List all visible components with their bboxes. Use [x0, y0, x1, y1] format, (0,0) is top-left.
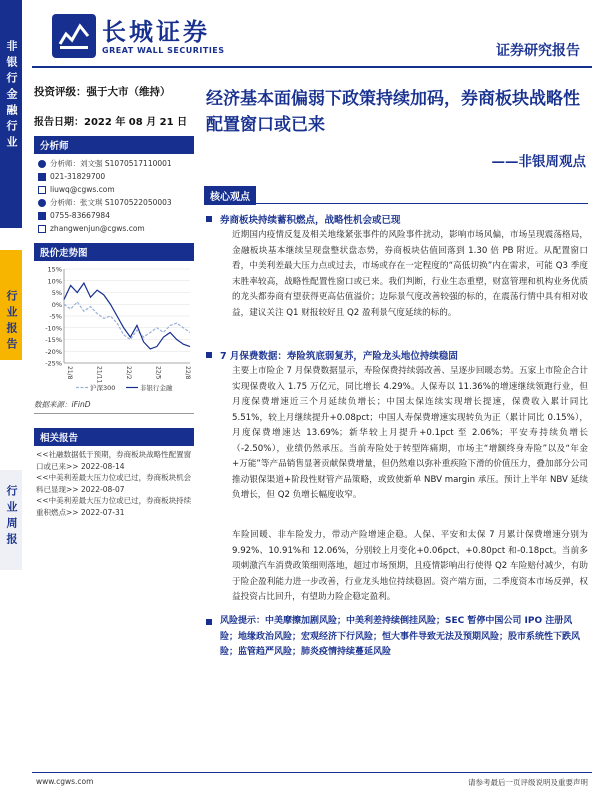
related-reports-list: [34, 446, 194, 521]
header-divider: [32, 66, 592, 68]
sidebar-weekly-label: 行业周报: [5, 485, 18, 549]
analyst-line: 0755-83667984: [34, 209, 194, 222]
y-tick-label: 15%: [47, 265, 62, 274]
x-tick-label: 21/8: [66, 366, 73, 380]
footer-disclaimer: 请参考最后一页评级说明及重要声明: [468, 778, 588, 787]
related-report-link[interactable]: <<中美利差最大压力位或已过，券商板块机会料已显现>> 2022-08-07: [36, 473, 192, 494]
left-sidebar: [0, 0, 22, 800]
phone-icon: [38, 212, 46, 220]
x-tick-label: 22/2: [125, 366, 132, 380]
analyst-line[interactable]: zhangwenjun@cgws.com: [34, 222, 194, 235]
related-report-link[interactable]: <<中美利差最大压力位或已过，券商板块持续重积燃点>> 2022-07-31: [36, 496, 192, 517]
related-reports-title: 相关报告: [34, 428, 194, 446]
report-date: 报告日期：2022 年 08 月 21 日: [34, 117, 188, 128]
bullet-square-icon: [206, 352, 212, 358]
logo-english: GREAT WALL SECURITIES: [102, 45, 225, 55]
report-subtitle: ——非银周观点: [491, 154, 586, 170]
analyst-line: 分析师：张文琪 S1070522050003: [34, 196, 194, 209]
y-tick-label: 0%: [51, 300, 62, 309]
person-icon: [38, 199, 46, 207]
y-tick-label: 10%: [47, 277, 62, 286]
email-icon: [38, 225, 46, 233]
core-divider: [204, 203, 588, 204]
report-type: 证券研究报告: [496, 43, 580, 59]
sidebar-industry: [0, 0, 22, 228]
email-icon: [38, 186, 46, 194]
sidebar-report: [0, 250, 22, 360]
footer-divider: [32, 772, 592, 773]
risk-warning: 风险提示：中美摩擦加剧风险；中美利差持续倒挂风险；SEC 暂停中国公司 IPO 注册风险；地缘政治风险；宏观经济下行风险；恒大事件导致无法及预期风险；股市系统性下跌风险；监管趋严风险；肺炎疫情持续蔓延风险: [206, 614, 588, 661]
section2-heading: 7 月保费数据：寿险筑底弱复苏，产险龙头地位持续稳固: [206, 348, 588, 362]
analyst-list: [34, 157, 194, 235]
stock-price-chart: [34, 263, 194, 395]
y-tick-label: -10%: [45, 324, 62, 333]
sidebar-industry-label: 非银行金融行业: [5, 40, 18, 152]
related-report-link[interactable]: <<社融数据低于预期，券商板块战略性配置窗口或已来>> 2022-08-14: [36, 450, 192, 471]
footer-website[interactable]: www.cgws.com: [36, 777, 94, 786]
investment-rating: 投资评级：强于大市（维持）: [34, 86, 171, 98]
x-tick-label: 22/8: [184, 366, 191, 380]
info-column: [34, 78, 194, 521]
y-tick-label: 5%: [51, 289, 62, 297]
analyst-line: 021-31829700: [34, 170, 194, 183]
x-tick-label: 22/5: [154, 366, 162, 380]
report-title: 经济基本面偏弱下政策持续加码，券商板块战略性配置窗口或已来: [206, 89, 580, 135]
logo-chinese: 长城证券: [102, 16, 210, 46]
section1-paragraph: 近期国内疫情反复及相关地缘紧张事件的风险事件扰动，影响市场风偏，市场呈现震荡格局，金融板块基本继续呈现盘整状盘态势，券商板块估值回落到 1.30 倍 PB 附近。从配置窗口看，中美利差最大压力点或过去，市场或存在一定程度的“高低切换”内在需求，可能 Q3 季度末胜率较高，战略性配置性窗口或已来。我们判断，行业生态重塑，财富管理和机构业务优质的龙头都券商有望获得更高估值溢价；边际景气度改善较强的标的，在震荡行情中具有相对收益，建议关注 Q1 财报较好且 Q2 盈利景气度延续的标的。: [232, 230, 588, 318]
sidebar-weekly: [0, 470, 22, 570]
chart-source: 数据来源：iFinD: [34, 399, 194, 414]
analyst-section-title: 分析师: [34, 136, 194, 154]
page-header: [32, 10, 592, 68]
bullet-square-icon: [206, 619, 212, 625]
y-tick-label: -25%: [45, 359, 62, 368]
company-logo: [52, 14, 225, 58]
section1-heading: 券商板块持续蓄积燃点，战略性机会或已现: [206, 212, 588, 226]
x-tick-label: 21/11: [95, 366, 103, 384]
analyst-line[interactable]: liuwq@cgws.com: [34, 183, 194, 196]
y-tick-label: -5%: [49, 312, 62, 321]
sidebar-report-label: 行业报告: [5, 290, 18, 354]
section2-paragraph-1: 主要上市险企 7 月保费数据显示，寿险保费持续弱改善、呈逐步回暖态势。五家上市险企合计实现保费收入 1.75 万亿元，同比增长 4.29%。人保寿以 11.36%的增速继续领跑行业，但月度保费增速近三个月延续负增长；中国太保连续实现增长提速，保费收入累计同比 5.51%，较上月继续提升+0.08pct；中国人寿保费增速实现转负为正（累计同比 0.15%），月度保费增速达 13.69%；新华较上月提升+0.1pct 至 2.06%；平安寿持续负增长（-2.50%），业绩仍然承压。当前寿险处于转型阵痛期，市场主“增额终身寿险”以及“年金+万能”等产品销售显著贡献保费增量，但仍然难以弥补重疾险下滑的价值压力，叠加部分公司推动银保渠道+阶段性财管产品策略，或致使新单 NBV margin 承压。预计上半年 NBV 延续负增长，但 Q2 负增长幅度收窄。: [232, 366, 588, 500]
chart-section-title: 股价走势图: [34, 243, 194, 261]
phone-icon: [38, 173, 46, 181]
section2-paragraph-2: 车险回暖、非车险发力，带动产险增速企稳。人保、平安和太保 7 月累计保费增速分别为 9.92%、10.91%和 12.06%，分别较上月变化+0.06pct、+0.80pct 和-0.18pct。当前多项刺激汽车消费政策细则落地，超过市场预期，且疫情影响出行使得 Q2 车险赔付减少，有助于险企盈利能力进一步改善，行业龙头地位持续稳固。资产端方面，二季度资本市场反弹，权益投资占比回升，有望助力险企稳定盈利。: [232, 530, 588, 602]
legend-label-nonbank: 非银行金融: [140, 384, 173, 392]
analyst-line: 分析师：刘文强 S1070517110001: [34, 157, 194, 170]
y-tick-label: -20%: [45, 347, 62, 356]
legend-label-hs300: 沪深300: [90, 384, 116, 392]
core-view-label: 核心观点: [204, 186, 256, 205]
bullet-square-icon: [206, 216, 212, 222]
y-tick-label: -15%: [45, 336, 62, 344]
person-icon: [38, 160, 46, 168]
great-wall-logo-icon: [52, 14, 96, 58]
